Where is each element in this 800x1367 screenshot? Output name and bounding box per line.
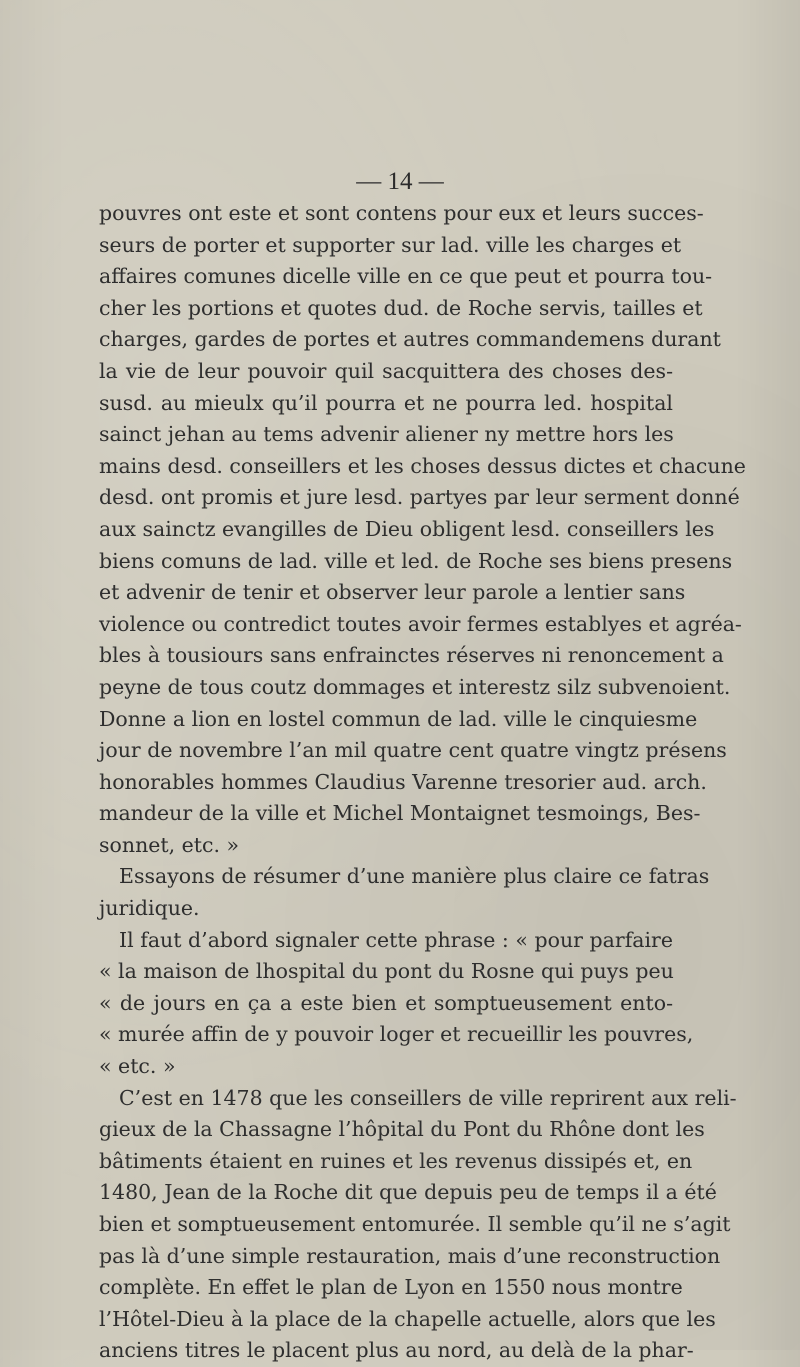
text-line: sainct jehan au tems advenir aliener ny mettre hors les [99, 422, 674, 447]
text-line: Il faut d’abord signaler cette phrase : « pour parfaire [119, 927, 673, 952]
text-line: et advenir de tenir et observer leur parole a lentier sans [99, 580, 686, 605]
text-line: bâtiments étaient en ruines et les revenus dissipés et, en [99, 1148, 693, 1173]
text-line: honorables hommes Claudius Varenne tresorier aud. arch. [99, 769, 707, 794]
body-text [99, 198, 746, 1367]
text-line: peyne de tous coutz dommages et interestz silz subvenoient. [99, 674, 731, 699]
text-line: l’Hôtel-Dieu à la place de la chapelle actuelle, alors que les [99, 1306, 716, 1331]
text-line: juridique. [99, 896, 200, 921]
text-line: jour de novembre l’an mil quatre cent quatre vingtz présens [99, 738, 727, 763]
text-line: mains desd. conseillers et les choses dessus dictes et chacune [99, 453, 746, 478]
text-line: pouvres ont este et sont contens pour eux et leurs succes- [99, 201, 704, 225]
text-line: la vie de leur pouvoir quil sacquittera des choses des- [99, 358, 673, 383]
text-line: desd. ont promis et jure lesd. partyes par leur serment donné [99, 485, 740, 510]
text-line: mandeur de la ville et Michel Montaignet tesmoings, Bes- [99, 801, 701, 826]
text-line: affaires comunes dicelle ville en ce que peut et pourra tou- [99, 264, 713, 289]
text-line: « la maison de lhospital du pont du Rosne qui puys peu [99, 959, 674, 984]
text-line: C’est en 1478 que les conseillers de ville reprirent aux reli- [119, 1085, 737, 1110]
text-line: « etc. » [99, 1054, 176, 1079]
text-line: seurs de porter et supporter sur lad. ville les charges et [99, 232, 682, 257]
page-number: — 14 — [356, 168, 444, 195]
text-line: bien et somptueusement entomurée. Il semble qu’il ne s’agit [99, 1212, 731, 1236]
text-line: anciens titres le placent plus au nord, au delà de la phar- [99, 1338, 694, 1363]
text-line: Donne a lion en lostel commun de lad. ville le cinquiesme [99, 706, 698, 731]
text-line: Essayons de résumer d’une manière plus claire ce fatras [119, 864, 710, 889]
text-line: cher les portions et quotes dud. de Roche servis, tailles et [99, 295, 703, 320]
text-line: violence ou contredict toutes avoir fermes establyes et agréa- [99, 611, 742, 636]
text-line: gieux de la Chassagne l’hôpital du Pont du Rhône dont les [99, 1117, 705, 1142]
text-line: « murée affin de y pouvoir loger et recueillir les pouvres, [99, 1022, 694, 1047]
text-line: sonnet, etc. » [99, 832, 240, 857]
text-line: 1480, Jean de la Roche dit que depuis peu de temps il a été [99, 1180, 717, 1205]
text-line: bles à tousiours sans enfrainctes réserves ni renoncement a [99, 643, 724, 668]
text-line: complète. En effet le plan de Lyon en 1550 nous montre [99, 1275, 683, 1300]
text-line: aux sainctz evangilles de Dieu obligent lesd. conseillers les [99, 516, 715, 541]
text-line: susd. au mieulx qu’il pourra et ne pourra led. hospital [99, 390, 673, 415]
text-line: pas là d’une simple restauration, mais d’une reconstruction [99, 1243, 721, 1268]
text-line: biens comuns de lad. ville et led. de Roche ses biens presens [99, 548, 733, 573]
text-line: charges, gardes de portes et autres commandemens durant [99, 327, 721, 352]
text-line: « de jours en ça a este bien et somptueusement ento- [99, 990, 673, 1015]
